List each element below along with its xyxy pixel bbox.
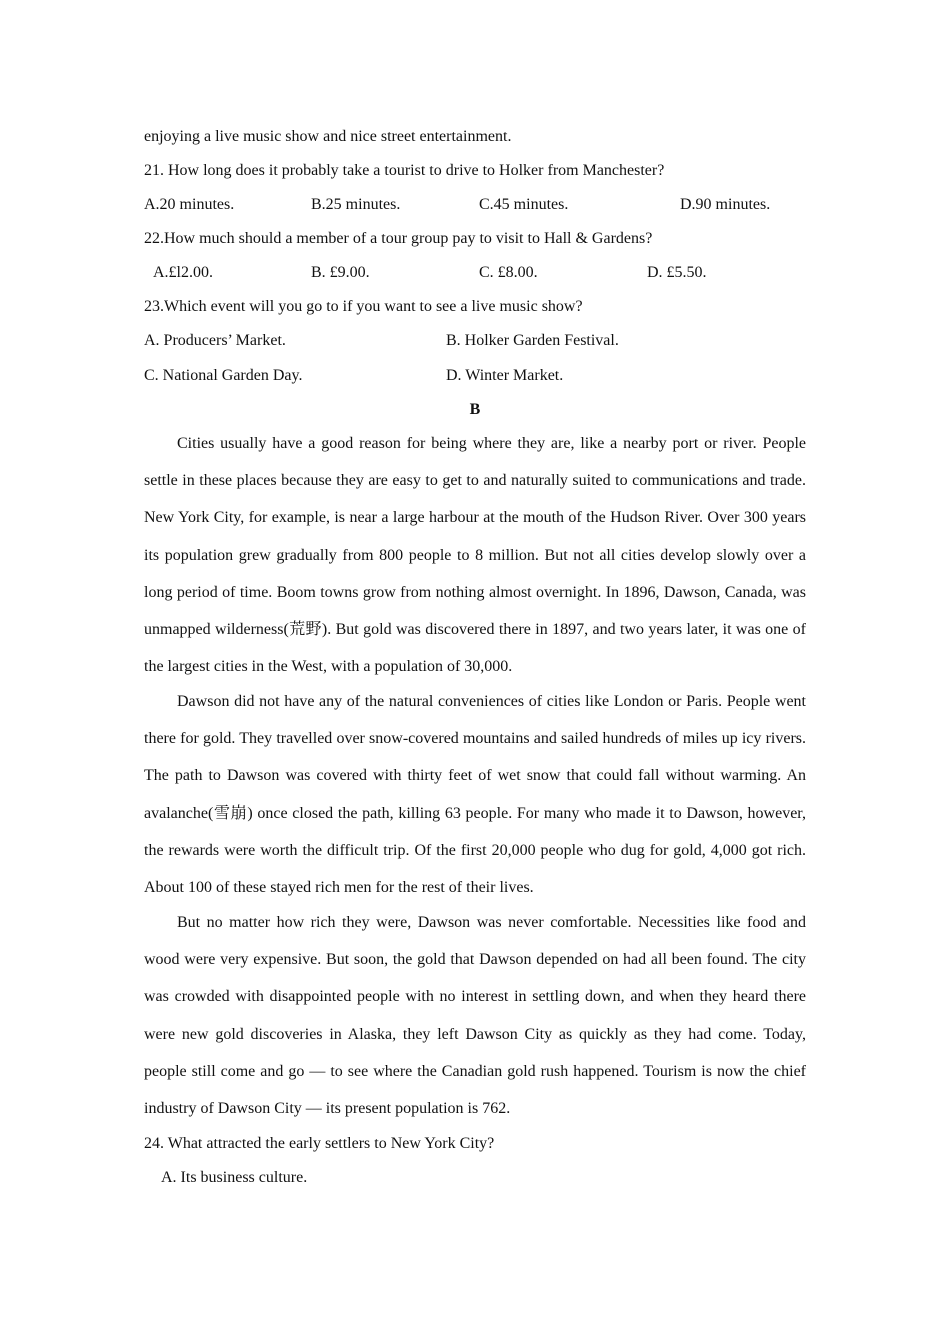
passage-paragraph-1: Cities usually have a good reason for being where they are, like a nearby port or river. People settle in these places because they are easy to get to and naturally suited to communications and trade. New York City, for example, is near a large harbour at the mouth of the Hudson River. Over 300 years its population grew gradually from 800 people to 8 million. But not all cities develop slowly over a long period of time. Boom towns grow from nothing almost overnight. In 1896, Dawson, Canada, was unmapped wilderness(荒野). But gold was discovered there in 1897, and two years later, it was one of the largest cities in the West, with a population of 30,000. xyxy=(144,435,806,676)
question-22-options xyxy=(144,263,806,283)
passage-paragraph-2: Dawson did not have any of the natural conveniences of cities like London or Paris. People went there for gold. They travelled over snow-covered mountains and sailed hundreds of miles up icy rivers. The path to Dawson was covered with thirty feet of wet snow that could fall without warming. An avalanche(雪崩) once closed the path, killing 63 people. For many who made it to Dawson, however, the rewards were worth the difficult trip. Of the first 20,000 people who dug for gold, 4,000 got rich. About 100 of these stayed rich men for the rest of their lives. xyxy=(144,693,806,897)
question-22: 22.How much should a member of a tour group pay to visit to Hall & Gardens? xyxy=(144,230,653,247)
option-a: A.£l2.00. xyxy=(153,264,213,281)
question-23-options-row2 xyxy=(144,366,806,386)
option-d: D. Winter Market. xyxy=(446,367,564,384)
option-a: A. Producers’ Market. xyxy=(144,332,286,349)
passage-paragraph-3: But no matter how rich they were, Dawson was never comfortable. Necessities like food and wood were very expensive. But soon, the gold that Dawson depended on had all been found. The city was crowded with disappointed people with no interest in settling down, and when they heard there were new gold discoveries in Alaska, they left Dawson City as quickly as they had come. Today, people still come and go — to see where the Canadian gold rush happened. Tourism is now the chief industry of Dawson City — its present population is 762. xyxy=(144,914,806,1118)
option-b: B. Holker Garden Festival. xyxy=(446,332,619,349)
question-23-options-row1 xyxy=(144,331,806,351)
question-21-options xyxy=(144,195,806,215)
option-c: C. National Garden Day. xyxy=(144,367,303,384)
continuation-line: enjoying a live music show and nice street entertainment. xyxy=(144,128,512,145)
section-title: B xyxy=(469,401,481,418)
option-c: C. £8.00. xyxy=(479,264,538,281)
question-24: 24. What attracted the early settlers to New York City? xyxy=(144,1135,495,1152)
question-24-option-a: A. Its business culture. xyxy=(161,1169,308,1186)
option-d: D.90 minutes. xyxy=(680,196,771,213)
question-21: 21. How long does it probably take a tourist to drive to Holker from Manchester? xyxy=(144,162,665,179)
option-a: A.20 minutes. xyxy=(144,196,235,213)
option-b: B. £9.00. xyxy=(311,264,370,281)
option-d: D. £5.50. xyxy=(647,264,707,281)
option-c: C.45 minutes. xyxy=(479,196,569,213)
option-b: B.25 minutes. xyxy=(311,196,401,213)
question-23: 23.Which event will you go to if you want to see a live music show? xyxy=(144,298,583,315)
